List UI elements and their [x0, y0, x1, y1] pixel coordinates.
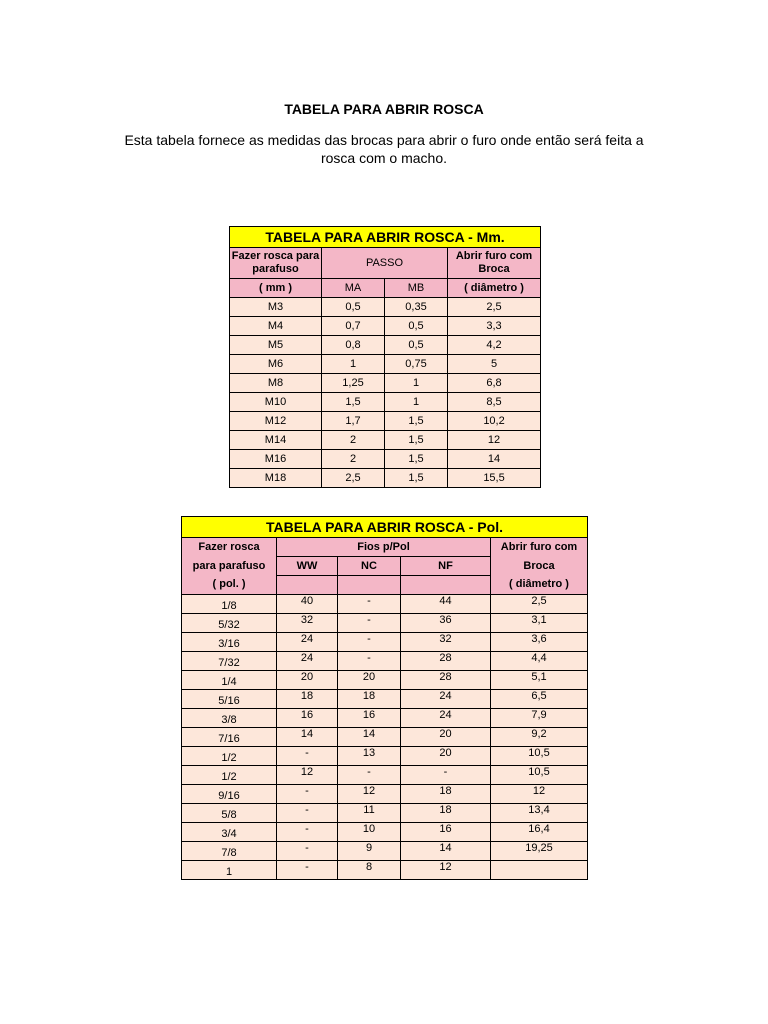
table-cell: 24 — [401, 690, 491, 709]
table-cell: 9/16 — [182, 785, 277, 804]
table-cell: M16 — [230, 450, 322, 469]
table-cell: 3,6 — [491, 633, 588, 652]
table-cell: 12 — [277, 766, 338, 785]
header-pol: ( pol. ) — [182, 576, 277, 595]
table-row — [182, 766, 588, 785]
intro-text — [100, 131, 668, 167]
table-cell: 1,7 — [322, 412, 385, 431]
table-cell: 6,5 — [491, 690, 588, 709]
table-cell: 7/16 — [182, 728, 277, 747]
table-cell: 5,1 — [491, 671, 588, 690]
header-fazer-rosca-1: Fazer rosca — [182, 538, 277, 557]
table-cell: 0,8 — [322, 336, 385, 355]
table-cell: 9 — [338, 842, 401, 861]
table-cell: 10 — [338, 823, 401, 842]
header-fios-por-pol: Fios p/Pol — [277, 538, 491, 557]
table-row — [182, 652, 588, 671]
header-diametro: ( diâmetro ) — [448, 279, 541, 298]
table-cell: 14 — [338, 728, 401, 747]
table-row — [182, 614, 588, 633]
table-row — [230, 336, 541, 355]
header-mb: MB — [385, 279, 448, 298]
table-row — [182, 671, 588, 690]
table-cell: 3/16 — [182, 633, 277, 652]
table-cell: 7/32 — [182, 652, 277, 671]
header-mm: ( mm ) — [230, 279, 322, 298]
table-row — [182, 804, 588, 823]
table-cell: 1,5 — [385, 450, 448, 469]
table-cell: 13 — [338, 747, 401, 766]
table-cell: 24 — [401, 709, 491, 728]
table-cell: 20 — [338, 671, 401, 690]
table-cell: 5 — [448, 355, 541, 374]
table-cell: 0,5 — [322, 298, 385, 317]
header-fazer-rosca-2: para parafuso — [182, 557, 277, 576]
table-row — [182, 633, 588, 652]
table-row — [230, 355, 541, 374]
table-cell: 1,25 — [322, 374, 385, 393]
header-diametro: ( diâmetro ) — [491, 576, 588, 595]
header-ww-blank — [277, 576, 338, 595]
table-cell: 0,35 — [385, 298, 448, 317]
table-cell: 12 — [338, 785, 401, 804]
table-cell: M12 — [230, 412, 322, 431]
table-cell: 1/2 — [182, 747, 277, 766]
table-cell: - — [401, 766, 491, 785]
table-cell: 14 — [277, 728, 338, 747]
table-cell: M4 — [230, 317, 322, 336]
table-row — [182, 861, 588, 880]
intro-line-1: Esta tabela fornece as medidas das brocas para abrir o furo onde então será feita a — [124, 132, 644, 148]
table-cell: 2,5 — [322, 469, 385, 488]
table-cell: 12 — [401, 861, 491, 880]
table-mm — [229, 226, 541, 488]
table-cell: 1,5 — [385, 431, 448, 450]
table-cell: 18 — [277, 690, 338, 709]
table-row — [182, 728, 588, 747]
table-cell: 0,75 — [385, 355, 448, 374]
table-cell: 40 — [277, 595, 338, 614]
table-cell: 1 — [385, 393, 448, 412]
table-cell: 0,5 — [385, 317, 448, 336]
table-pol — [181, 516, 588, 880]
document-title: TABELA PARA ABRIR ROSCA — [284, 101, 484, 117]
table-cell: 18 — [338, 690, 401, 709]
table-cell: 8,5 — [448, 393, 541, 412]
table-cell: 12 — [448, 431, 541, 450]
table-cell: 2 — [322, 450, 385, 469]
table-mm-title: TABELA PARA ABRIR ROSCA - Mm. — [230, 227, 541, 248]
table-cell: 3/8 — [182, 709, 277, 728]
table-pol-body — [182, 595, 588, 880]
table-row — [182, 595, 588, 614]
table-cell: 1 — [385, 374, 448, 393]
table-cell: 0,5 — [385, 336, 448, 355]
table-cell: 24 — [277, 633, 338, 652]
table-cell: 10,5 — [491, 766, 588, 785]
table-row — [230, 469, 541, 488]
table-cell: 2,5 — [491, 595, 588, 614]
table-row — [230, 317, 541, 336]
table-cell: 9,2 — [491, 728, 588, 747]
table-cell: 14 — [448, 450, 541, 469]
table-cell: M8 — [230, 374, 322, 393]
table-cell: - — [338, 614, 401, 633]
table-row — [182, 709, 588, 728]
table-row — [182, 823, 588, 842]
table-cell: 11 — [338, 804, 401, 823]
header-nf: NF — [401, 557, 491, 576]
table-mm-body — [230, 298, 541, 488]
table-cell: M6 — [230, 355, 322, 374]
table-cell: 28 — [401, 652, 491, 671]
table-cell: 16,4 — [491, 823, 588, 842]
table-cell: 1/2 — [182, 766, 277, 785]
table-cell: 10,2 — [448, 412, 541, 431]
header-ww: WW — [277, 557, 338, 576]
header-nc-blank — [338, 576, 401, 595]
table-cell: 3/4 — [182, 823, 277, 842]
table-cell: - — [338, 652, 401, 671]
table-cell: - — [277, 785, 338, 804]
table-row — [230, 431, 541, 450]
table-pol-title: TABELA PARA ABRIR ROSCA - Pol. — [182, 517, 588, 538]
table-cell: 6,8 — [448, 374, 541, 393]
table-cell: - — [277, 804, 338, 823]
header-abrir-furo-2: Broca — [491, 557, 588, 576]
table-cell: 8 — [338, 861, 401, 880]
table-cell: - — [277, 747, 338, 766]
table-cell: M18 — [230, 469, 322, 488]
table-cell: 2 — [322, 431, 385, 450]
table-row — [230, 393, 541, 412]
header-passo: PASSO — [322, 248, 448, 279]
header-nf-blank — [401, 576, 491, 595]
table-cell — [491, 861, 588, 880]
table-cell: 32 — [401, 633, 491, 652]
header-nc: NC — [338, 557, 401, 576]
table-cell: M14 — [230, 431, 322, 450]
table-cell: 1 — [182, 861, 277, 880]
table-row — [230, 412, 541, 431]
table-cell: 10,5 — [491, 747, 588, 766]
table-cell: 18 — [401, 785, 491, 804]
table-cell: 20 — [277, 671, 338, 690]
table-cell: 2,5 — [448, 298, 541, 317]
table-cell: 20 — [401, 728, 491, 747]
table-row — [182, 747, 588, 766]
table-cell: 14 — [401, 842, 491, 861]
table-cell: 12 — [491, 785, 588, 804]
table-row — [182, 842, 588, 861]
table-cell: 28 — [401, 671, 491, 690]
table-cell: 0,7 — [322, 317, 385, 336]
table-cell: 1,5 — [322, 393, 385, 412]
table-cell: 16 — [338, 709, 401, 728]
table-cell: 19,25 — [491, 842, 588, 861]
table-cell: 16 — [277, 709, 338, 728]
table-cell: - — [277, 842, 338, 861]
table-cell: 4,4 — [491, 652, 588, 671]
header-ma: MA — [322, 279, 385, 298]
table-cell: 5/16 — [182, 690, 277, 709]
table-cell: 20 — [401, 747, 491, 766]
table-cell: - — [277, 861, 338, 880]
table-cell: 1,5 — [385, 469, 448, 488]
table-cell: - — [338, 633, 401, 652]
table-cell: 1/8 — [182, 595, 277, 614]
table-row — [230, 374, 541, 393]
table-cell: M10 — [230, 393, 322, 412]
table-cell: 7,9 — [491, 709, 588, 728]
table-cell: 13,4 — [491, 804, 588, 823]
table-cell: 5/32 — [182, 614, 277, 633]
table-cell: 1 — [322, 355, 385, 374]
table-cell: 36 — [401, 614, 491, 633]
table-cell: 44 — [401, 595, 491, 614]
table-cell: 18 — [401, 804, 491, 823]
header-abrir-furo-1: Abrir furo com — [491, 538, 588, 557]
header-abrir-furo: Abrir furo com Broca — [448, 248, 541, 279]
table-cell: 1,5 — [385, 412, 448, 431]
table-cell: 32 — [277, 614, 338, 633]
table-cell: 7/8 — [182, 842, 277, 861]
table-cell: 3,3 — [448, 317, 541, 336]
table-cell: - — [338, 766, 401, 785]
table-cell: 1/4 — [182, 671, 277, 690]
table-cell: 24 — [277, 652, 338, 671]
table-cell: 16 — [401, 823, 491, 842]
table-row — [182, 785, 588, 804]
table-row — [182, 690, 588, 709]
table-cell: 15,5 — [448, 469, 541, 488]
table-row — [230, 298, 541, 317]
table-cell: M5 — [230, 336, 322, 355]
header-fazer-rosca: Fazer rosca para parafuso — [230, 248, 322, 279]
table-cell: 5/8 — [182, 804, 277, 823]
table-cell: 3,1 — [491, 614, 588, 633]
table-cell: - — [338, 595, 401, 614]
table-cell: M3 — [230, 298, 322, 317]
table-cell: - — [277, 823, 338, 842]
table-cell: 4,2 — [448, 336, 541, 355]
intro-line-2: rosca com o macho. — [320, 150, 448, 166]
table-row — [230, 450, 541, 469]
